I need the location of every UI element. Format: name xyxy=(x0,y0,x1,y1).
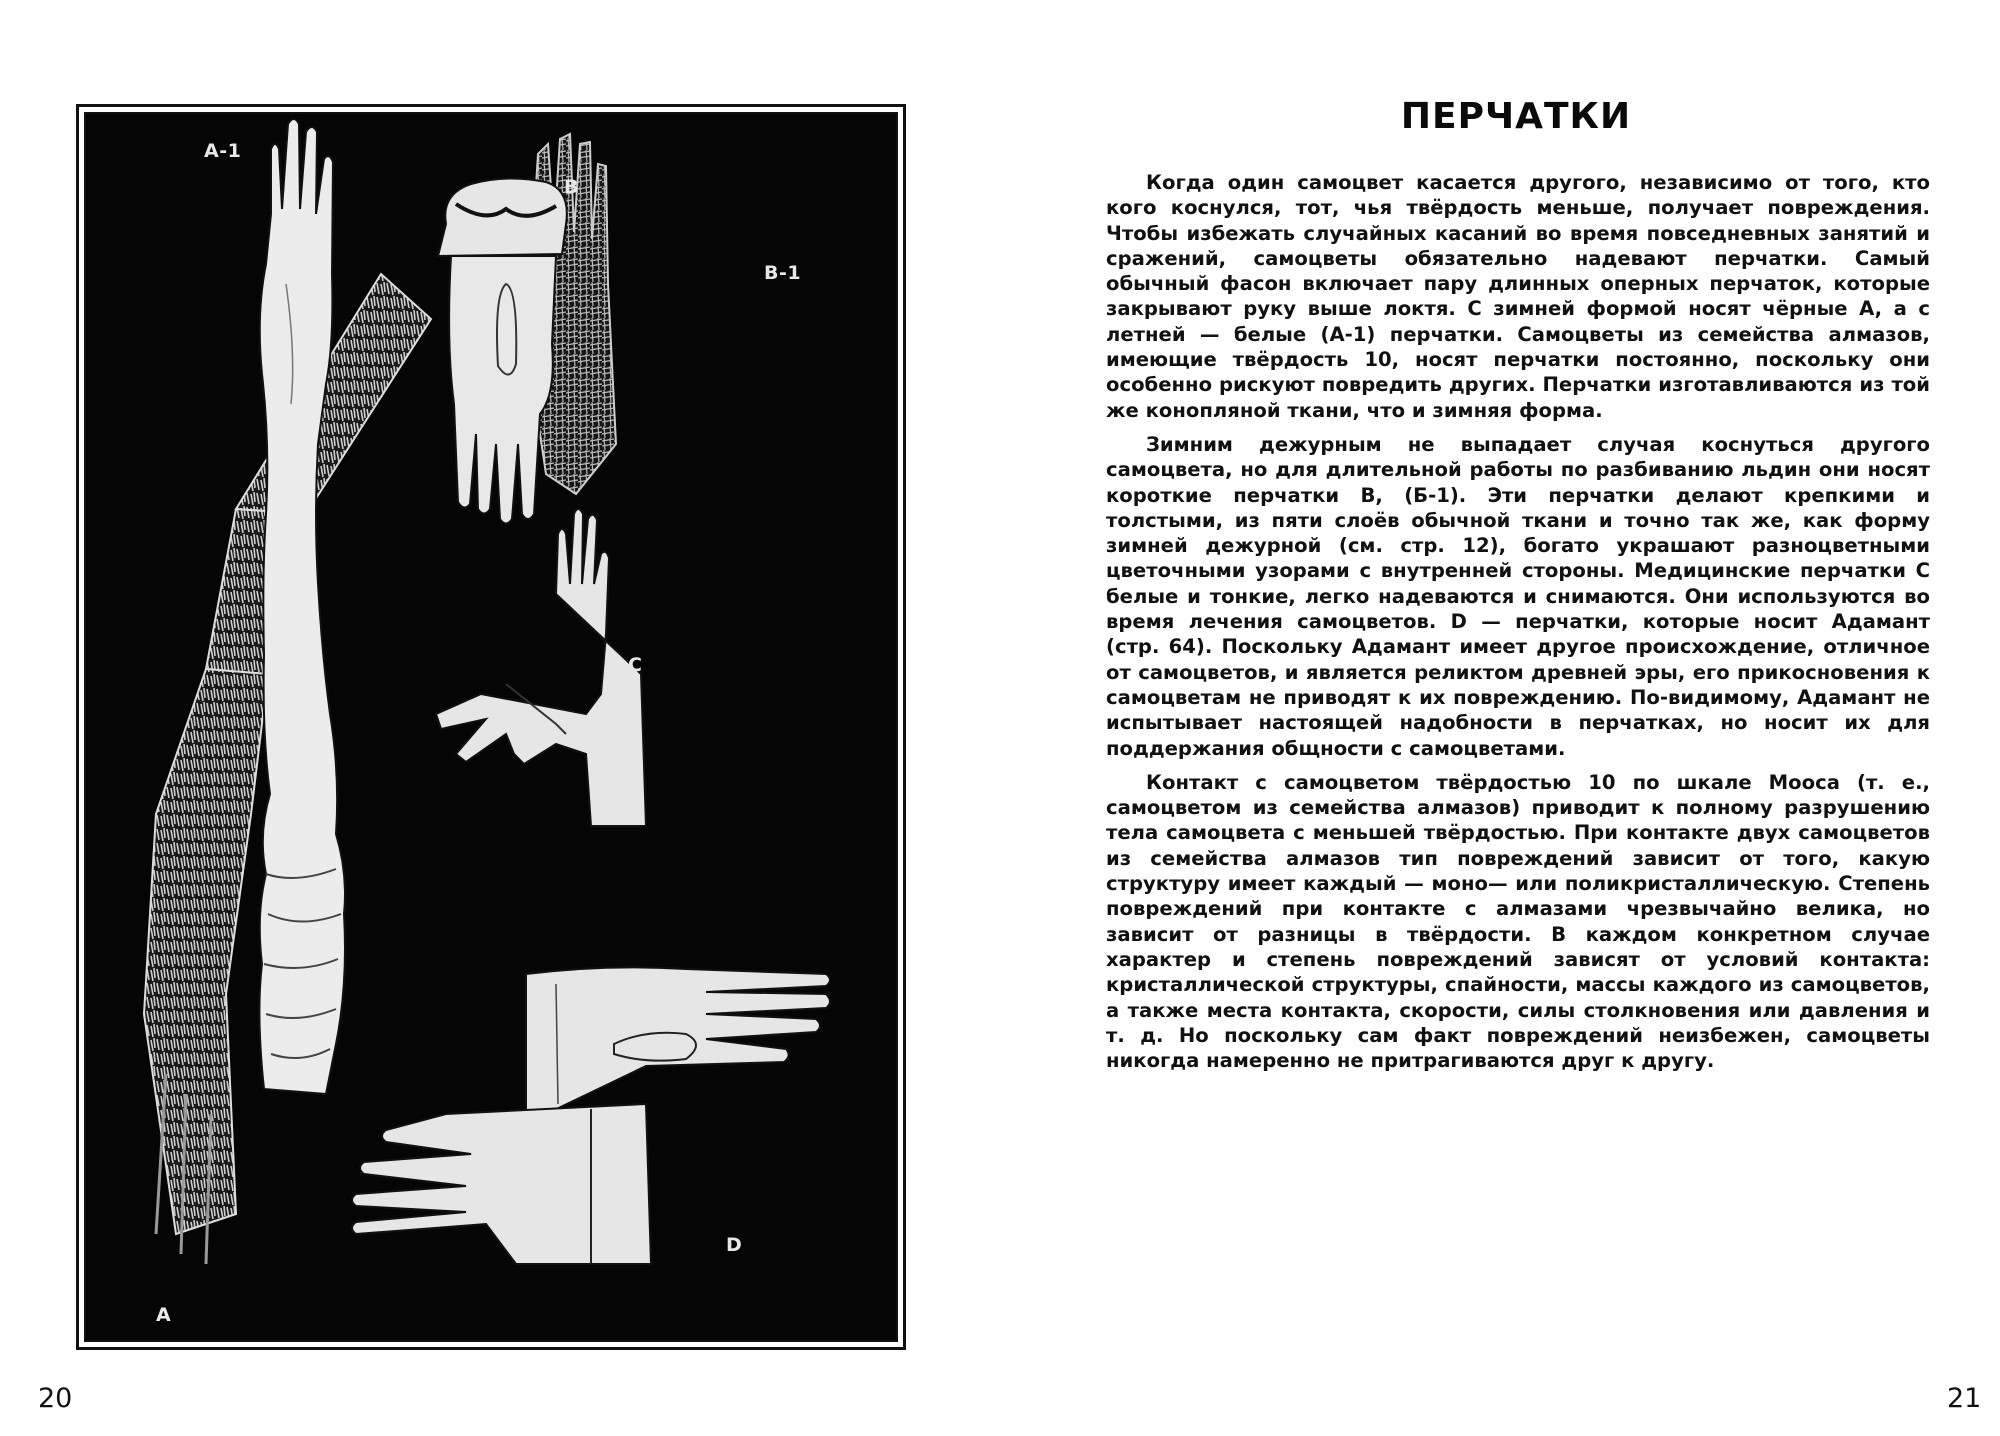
paragraph-3: Контакт с самоцветом твёрдостью 10 по шкале Мооса (т. е., самоцветом из семейства алмазов) приводит к полному разрушению тела самоцвета с меньшей твёрдостью. При контакте двух самоцветов из семейства алмазов тип повреждений зависит от того, какую структуру имеет каждый — моно— или поликристаллическую. Степень повреждений при контакте с алмазами чрезвычайно велика, но зависит от разницы в твёрдости. В каждом конкретном случае характер и степень повреждений зависят от условий контакта: кристаллической структуры, спайности, массы каждого из самоцветов, а также места контакта, скорости, силы столкновения или давления и т. д. Но поскольку сам факт повреждений неизбежен, самоцветы никогда намеренно не притрагиваются друг к другу. xyxy=(1106,770,1930,1073)
glove-a1-white-opera xyxy=(259,119,345,1094)
figure-label-a: A xyxy=(156,1304,172,1326)
figure-label-b: B xyxy=(564,176,579,198)
figure-label-d: D xyxy=(726,1234,743,1256)
page-number-right: 21 xyxy=(1947,1383,1982,1414)
gloves-drawing xyxy=(86,114,898,1342)
glove-d-pair xyxy=(352,967,830,1264)
page-title: ПЕРЧАТКИ xyxy=(1400,96,1632,137)
figure-label-c: C xyxy=(628,654,643,676)
figure-label-b1: B-1 xyxy=(764,262,802,284)
article-body xyxy=(1106,170,1930,1082)
illustration-dark-panel xyxy=(84,112,898,1342)
paragraph-1: Когда один самоцвет касается другого, независимо от того, кто кого коснулся, тот, чья твёрдость меньше, получает повреждения. Чтобы избежать случайных касаний во время повседневных занятий и сражений, самоцветы обязательно надевают перчатки. Самый обычный фасон включает пару длинных оперных перчаток, которые закрывают руку выше локтя. С зимней формой носят чёрные A, а с летней — белые (A-1) перчатки. Самоцветы из семейства алмазов, имеющие твёрдость 10, носят перчатки постоянно, поскольку они особенно рискуют повредить других. Перчатки изготавливаются из той же конопляной ткани, что и зимняя форма. xyxy=(1106,171,1930,422)
figure-label-a1: A-1 xyxy=(204,140,242,162)
gloves-illustration-plate xyxy=(76,104,906,1350)
page-number-left: 20 xyxy=(38,1383,73,1414)
paragraph-2: Зимним дежурным не выпадает случая коснуться другого самоцвета, но для длительной работы по разбиванию льдин они носят короткие перчатки B, (Б-1). Эти перчатки делают крепкими и толстыми, из пяти слоёв обычной ткани и точно так же, как форму зимней дежурной (см. стр. 12), богато украшают разноцветными цветочными узорами с внутренней стороны. Медицинские перчатки C белые и тонкие, легко надеваются и снимаются. Они используются во время лечения самоцветов. D — перчатки, которые носит Адамант (стр. 64). Поскольку Адамант имеет другое происхождение, отличное от самоцветов, и является реликтом древней эры, его прикосновения к самоцветам не приводят к их повреждению. По-видимому, Адамант не испытывает настоящей надобности в перчатках, но носит их для поддержания общности с самоцветами. xyxy=(1106,432,1930,760)
glove-c-medical xyxy=(436,509,646,826)
